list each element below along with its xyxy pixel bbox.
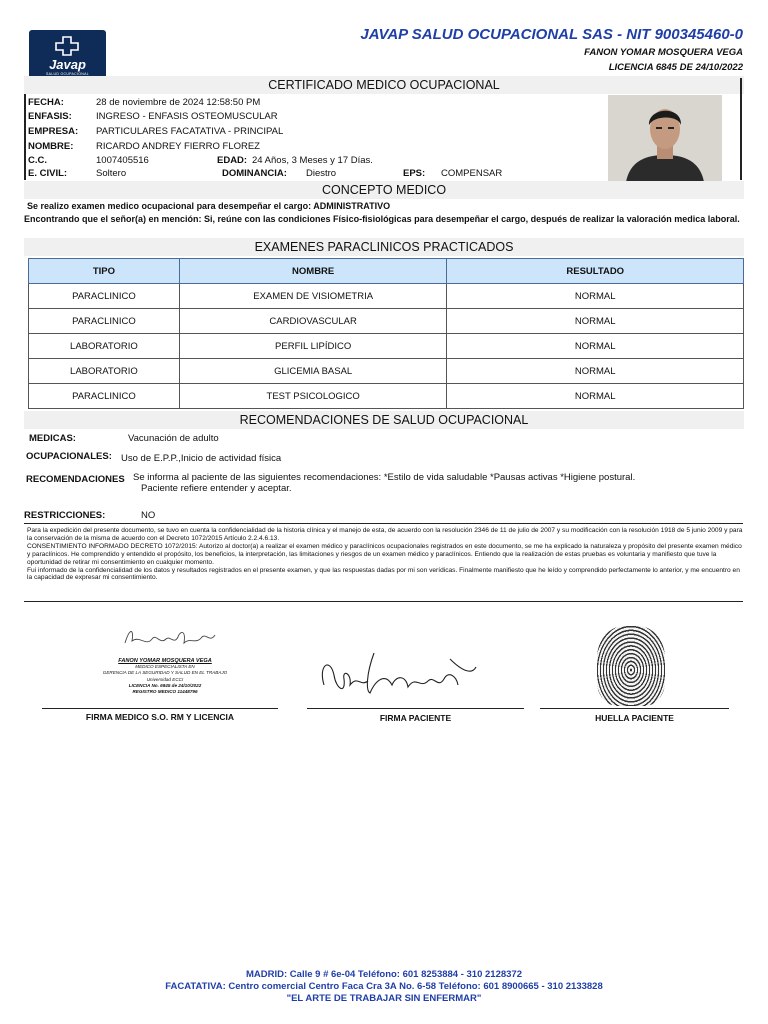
table-row — [29, 359, 744, 384]
left-border — [24, 94, 26, 180]
edad-label: EDAD: — [217, 155, 248, 166]
examenes-table — [28, 258, 744, 409]
footer-slogan: "EL ARTE DE TRABAJAR SIN ENFERMAR" — [286, 993, 482, 1004]
table-row — [29, 334, 744, 359]
medicas-value: Vacunación de adulto — [128, 433, 219, 444]
javap-logo — [29, 30, 106, 81]
examenes-title: EXAMENES PARACLINICOS PRACTICADOS — [24, 238, 744, 256]
medicas-label: MEDICAS: — [29, 433, 76, 444]
huella-paciente-label: HUELLA PACIENTE — [595, 713, 674, 723]
signature-line — [540, 708, 729, 709]
concepto-line1: Se realizo examen medico ocupacional para desempeñar el cargo: ADMINISTRATIVO — [27, 201, 391, 211]
header-resultado: RESULTADO — [447, 259, 744, 284]
doctor-name: FANON YOMAR MOSQUERA VEGA — [584, 47, 743, 58]
cell-tipo: LABORATORIO — [29, 334, 180, 359]
eps-value: COMPENSAR — [441, 168, 503, 179]
ocupacionales-value: Uso de E.P.P.,Inicio de actividad física — [121, 453, 282, 464]
cell-nombre: CARDIOVASCULAR — [179, 309, 447, 334]
stamp-line: REGISTRO MEDICO 11448796 — [132, 689, 198, 695]
firma-medico-label: FIRMA MEDICO S.O. RM Y LICENCIA — [85, 712, 235, 722]
cell-resultado: NORMAL — [447, 284, 744, 309]
cell-nombre: EXAMEN DE VISIOMETRIA — [179, 284, 447, 309]
divider — [24, 601, 743, 602]
stamp-name: FANON YOMAR MOSQUERA VEGA — [118, 658, 212, 664]
fecha-value: 28 de noviembre de 2024 12:58:50 PM — [96, 97, 261, 108]
right-border — [740, 78, 742, 180]
header-tipo: TIPO — [29, 259, 180, 284]
cell-tipo: LABORATORIO — [29, 359, 180, 384]
signature-line — [307, 708, 524, 709]
enfasis-value: INGRESO - ENFASIS OSTEOMUSCULAR — [96, 111, 278, 122]
enfasis-label: ENFASIS: — [28, 111, 72, 122]
legal-paragraph: Para la expedición del presente documento, se tuvo en cuenta la confidencialidad de la historia clínica y el manejo de esta, de acuerdo con la resolución 2346 de 11 de julio de 2007 y su modificación con la resolución 1918 de 5 junio 2009 y para la conservación de la misma de acuerdo con el Decreto 1072/2015 Artículo 2.2.4.6.13. — [27, 527, 743, 542]
logo-text: Javap — [49, 57, 86, 72]
cell-nombre: GLICEMIA BASAL — [179, 359, 447, 384]
firma-paciente-label: FIRMA PACIENTE — [379, 713, 452, 723]
fecha-label: FECHA: — [28, 97, 64, 108]
dominancia-value: Diestro — [306, 168, 337, 179]
cc-value: 1007405516 — [96, 155, 149, 166]
cell-nombre: TEST PSICOLOGICO — [179, 384, 447, 409]
ocupacionales-label: OCUPACIONALES: — [26, 451, 112, 462]
cell-resultado: NORMAL — [447, 334, 744, 359]
stamp-line: LICENCIA No. 6845 de 24/10/2022 — [128, 682, 202, 688]
table-row — [29, 384, 744, 409]
company-name: JAVAP SALUD OCUPACIONAL SAS - NIT 900345460-0 — [360, 26, 743, 43]
certificate-title: CERTIFICADO MEDICO OCUPACIONAL — [24, 76, 744, 94]
fingerprint-image — [597, 626, 665, 706]
recomendaciones-line1: Se informa al paciente de las siguientes recomendaciones: *Estilo de vida saludable *Pausas activas *Higiene postural. — [133, 472, 636, 483]
footer-madrid: MADRID: Calle 9 # 6e-04 Teléfono: 601 8253884 - 310 2128372 — [246, 969, 522, 980]
patient-photo — [608, 95, 722, 182]
logo-tagline: SALUD OCUPACIONAL — [46, 72, 89, 76]
stamp-line: GERENCIA DE LA SEGURIDAD Y SALUD EN EL TRABAJO — [102, 670, 228, 676]
cell-tipo: PARACLINICO — [29, 284, 180, 309]
cell-tipo: PARACLINICO — [29, 309, 180, 334]
cell-nombre: PERFIL LIPÍDICO — [179, 334, 447, 359]
patient-signature — [316, 645, 482, 707]
civil-value: Soltero — [96, 168, 127, 179]
empresa-label: EMPRESA: — [28, 126, 79, 137]
restricciones-value: NO — [141, 510, 156, 521]
legal-text — [27, 527, 743, 582]
cell-resultado: NORMAL — [447, 359, 744, 384]
recomendaciones-title: RECOMENDACIONES DE SALUD OCUPACIONAL — [24, 411, 744, 429]
footer-facatativa: FACATATIVA: Centro comercial Centro Faca Cra 3A No. 6-58 Teléfono: 601 8900665 - 310 2133828 — [165, 981, 603, 992]
cell-tipo: PARACLINICO — [29, 384, 180, 409]
edad-value: 24 Años, 3 Meses y 17 Días. — [252, 155, 373, 166]
doctor-stamp — [90, 658, 240, 695]
cell-resultado: NORMAL — [447, 309, 744, 334]
doctor-signature — [120, 623, 220, 655]
cross-logo-icon — [54, 36, 80, 56]
concepto-line2: Encontrando que el señor(a) en mención: Si, reúne con las condiciones Físico-fisiológicas para desempeñar el cargo, después de realizar la valoración medica laboral. — [24, 214, 740, 224]
recomendaciones-label: RECOMENDACIONES — [26, 474, 125, 485]
table-row — [29, 309, 744, 334]
cell-resultado: NORMAL — [447, 384, 744, 409]
table-header-row — [29, 259, 744, 284]
table-row — [29, 284, 744, 309]
doctor-license: LICENCIA 6845 DE 24/10/2022 — [608, 62, 743, 73]
civil-label: E. CIVIL: — [28, 168, 68, 179]
cc-label: C.C. — [28, 155, 47, 166]
legal-paragraph: Fui informado de la confidencialidad de los datos y resultados registrados en el presente examen, y que las respuestas dadas por mi son verídicas. Finalmente manifiesto que he leído y comprendido perfectamente lo anterior, y me encuentro en la capacidad de expresar mi consentimiento. — [27, 566, 740, 582]
empresa-value: PARTICULARES FACATATIVA - PRINCIPAL — [96, 126, 284, 137]
divider — [24, 523, 743, 524]
header-nombre: NOMBRE — [179, 259, 447, 284]
dominancia-label: DOMINANCIA: — [222, 168, 287, 179]
legal-paragraph: CONSENTIMIENTO INFORMADO DECRETO 1072/2015: Autorizo al doctor(a) a realizar el examen médico y paraclínicos ocupacionales registrados en este documento, se me ha explicado la naturaleza y propósito del presente examen médico y paraclínicos. He comprendido y entendido el propósito, los beneficios, la interpretación, las limitaciones y riesgos de un examen médico y paraclínicos. Entiendo que la realización de estas pruebas es voluntaria y manifiesto que tuve la oportunidad de retirar mi consentimiento en cualquier momento. — [27, 542, 742, 566]
nombre-label: NOMBRE: — [28, 141, 74, 152]
recomendaciones-line2: Paciente refiere entender y aceptar. — [141, 483, 292, 494]
nombre-value: RICARDO ANDREY FIERRO FLOREZ — [96, 141, 260, 152]
restricciones-label: RESTRICCIONES: — [24, 510, 106, 521]
stamp-line: MEDICO ESPECIALISTA EN — [135, 664, 195, 670]
eps-label: EPS: — [403, 168, 426, 179]
stamp-line: Universidad ECCI — [146, 676, 184, 682]
concepto-title: CONCEPTO MEDICO — [24, 181, 744, 199]
signature-line — [42, 708, 278, 709]
